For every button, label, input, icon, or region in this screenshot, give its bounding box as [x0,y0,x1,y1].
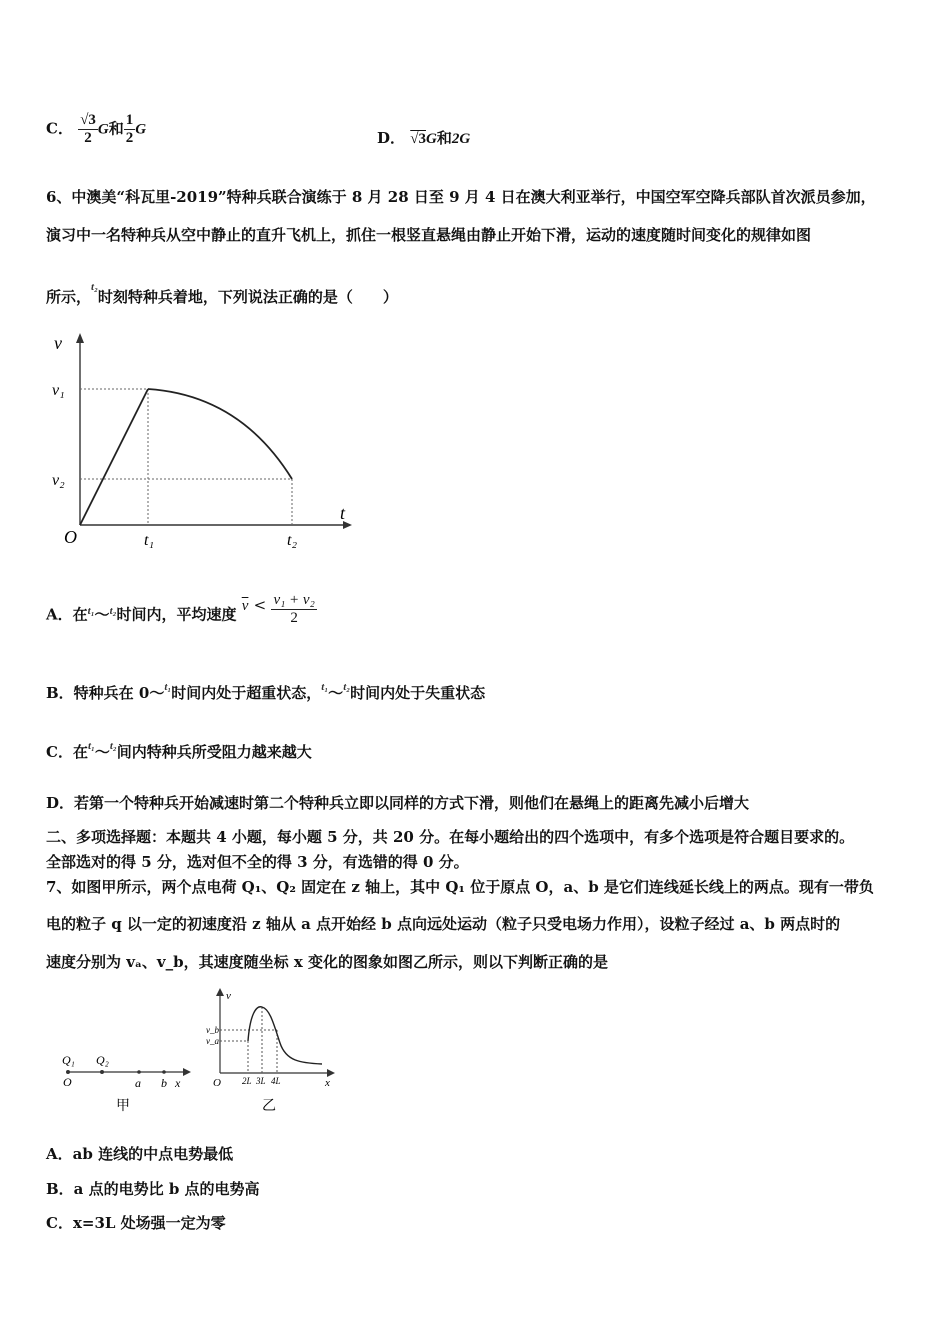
tick-label-4L: 4L [271,1076,281,1086]
axis-label-v: v [54,333,62,353]
label-x: x [175,1076,181,1090]
q7-option-b: B．a 点的电势比 b 点的电势高 [46,1180,260,1198]
origin-label: O [64,527,77,547]
label-a: a [135,1076,141,1090]
label-q2: Q₂ [96,1053,109,1067]
q6-option-a: A．在$^{t_1}$～$^{t_2}$时间内，平均速度 $\overline{v}$ < $\frac{\text{v₁ + v₂}}{2}$ [46,592,315,626]
tick-label-va: v_a [206,1036,219,1046]
fraction: $\frac{1}{2}$ [125,112,134,146]
q6-stem-line1: 6、中澳美“科瓦里-2019”特种兵联合演练于 8 月 28 日至 9 月 4 日在澳大利亚举行，中国空军空降兵部队首次派员参加， [46,188,876,206]
label-q1: Q₁ [62,1053,75,1067]
q7-figure-a [46,1040,196,1120]
section2-line2: 全部选对的得 5 分，选对但不全的得 3 分，有选错的得 0 分。 [46,853,469,871]
q5-option-c: C． $\frac{√3}{2}$ G和 $\frac{1}{2}$ G [46,112,147,146]
figure-caption: 甲 [116,1099,130,1114]
fraction: $\frac{√3}{2}$ [80,112,96,146]
tick-label-vb: v_b [206,1025,219,1035]
figure-caption: 乙 [262,1099,276,1114]
charge-q1 [66,1070,70,1074]
q7-stem-line1: 7、如图甲所示，两个点电荷 Q₁、Q₂ 固定在 z 轴上，其中 Q₁ 位于原点 O，a、b 是它们连线延长线上的两点。现有一带负 [46,878,874,896]
tick-label-3L: 3L [256,1076,266,1086]
origin-label: O [213,1077,221,1089]
charge-q2 [100,1070,104,1074]
q6-velocity-time-graph [40,325,370,560]
q6-stem-line2: 演习中一名特种兵从空中静止的直升飞机上，抓住一根竖直悬绳由静止开始下滑，运动的速度随时间变化的规律如图 [46,226,812,244]
tick-label-t1: t₁ [144,532,155,549]
point-b [162,1070,166,1074]
axis-label-v: v [226,990,231,1002]
fraction: $\frac{\text{v₁ + v₂}}{2}$ [273,592,315,626]
tick-label-v2: v₂ [52,472,65,489]
q5-option-d: D． √3G和2G [377,129,471,147]
axis-label-x: x [325,1077,330,1089]
point-a [137,1070,141,1074]
q7-option-a: A．ab 连线的中点电势最低 [46,1145,234,1163]
q7-stem-line3: 速度分别为 vₐ、v_b，其速度随坐标 x 变化的图象如图乙所示，则以下判断正确的是 [46,953,609,971]
q6-option-c: C．在$^{t_1}$～$^{t_2}$间内特种兵所受阻力越来越大 [46,740,312,761]
q6-option-d: D．若第一个特种兵开始减速时第二个特种兵立即以同样的方式下滑，则他们在悬绳上的距离先减小后增大 [46,794,750,812]
label-origin: O [63,1075,72,1089]
axis-label-t: t [340,503,346,523]
q7-option-c: C．x=3L 处场强一定为零 [46,1214,226,1232]
q7-stem-line2: 电的粒子 q 以一定的初速度沿 z 轴从 a 点开始经 b 点向远处运动（粒子只受电场力作用），设粒子经过 a、b 两点时的 [46,915,841,933]
tick-label-2L: 2L [242,1076,252,1086]
section2-line1: 二、多项选择题：本题共 4 小题，每小题 5 分，共 20 分。在每小题给出的四个选项中，有多个选项是符合题目要求的。 [46,828,855,846]
label-b: b [161,1076,167,1090]
tick-label-t2: t₂ [287,532,298,549]
tick-label-v1: v₁ [52,382,65,399]
q7-figure-b [200,985,350,1120]
q6-option-b: B．特种兵在 0～$^{t_1}$时间内处于超重状态，$^{t_1}$～$^{t_2}$时间内处于失重状态 [46,681,486,702]
q6-stem-line3: 所示，$^{t_2}$时刻特种兵着地，下列说法正确的是（ ） [46,281,398,306]
